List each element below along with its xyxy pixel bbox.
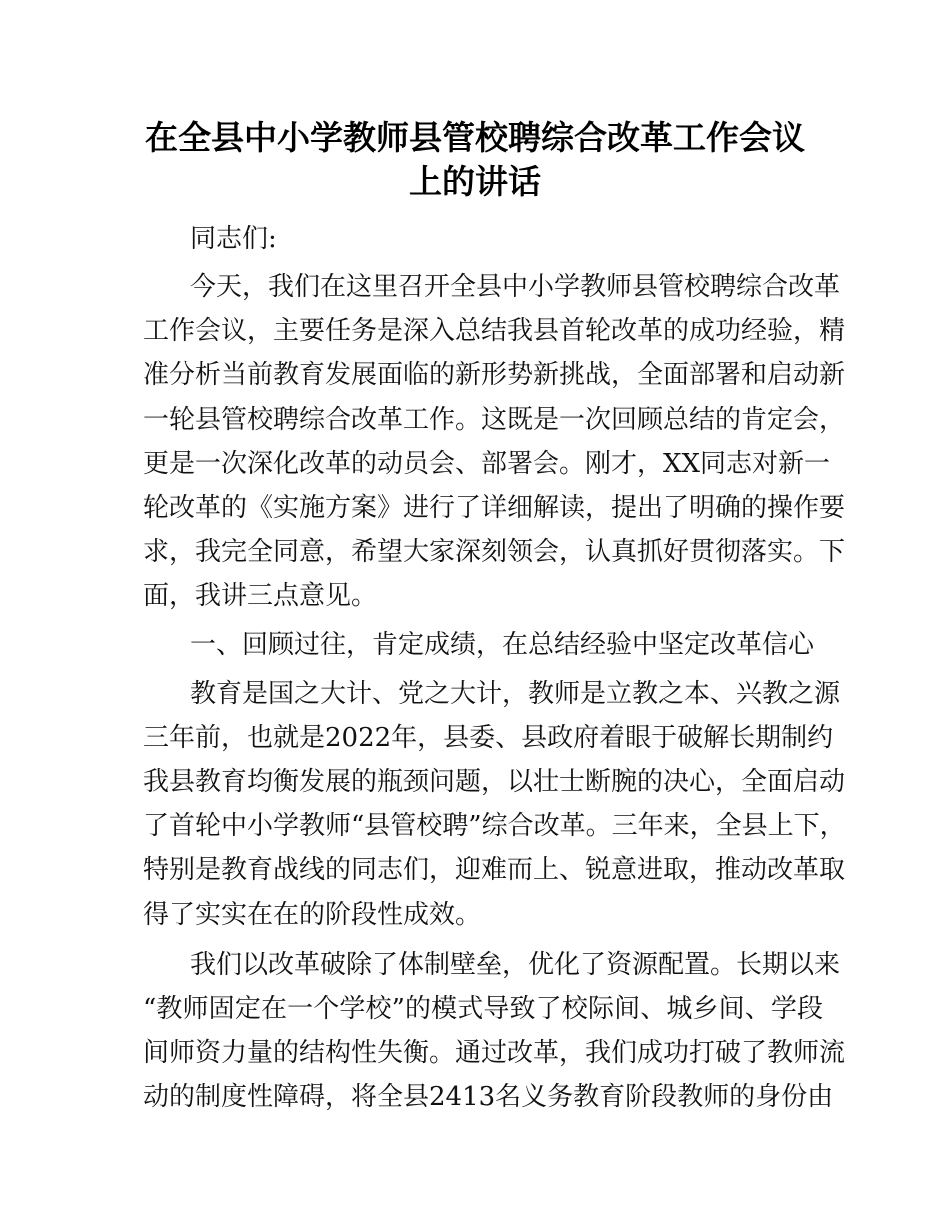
- paragraph-3-line: 了首轮中小学教师“县管校聘”综合改革。三年来，全县上下，: [143, 811, 846, 841]
- paragraph-4-line: 我们以改革破除了体制壁垒，优化了资源配置。长期以来: [190, 950, 841, 980]
- paragraph-1-line: 今天，我们在这里召开全县中小学教师县管校聘综合改革: [190, 272, 841, 302]
- paragraph-4-line: “教师固定在一个学校”的模式导致了校际间、城乡间、学段: [143, 994, 823, 1024]
- paragraph-1-line: 工作会议，主要任务是深入总结我县首轮改革的成功经验，精: [143, 316, 846, 346]
- document-title-line-2: 上的讲话: [409, 162, 541, 201]
- paragraph-1-line: 准分析当前教育发展面临的新形势新挑战，全面部署和启动新: [143, 360, 846, 390]
- paragraph-1-line: 轮改革的《实施方案》进行了详细解读，提出了明确的操作要: [143, 493, 846, 523]
- paragraph-1-line: 面，我讲三点意见。: [143, 581, 378, 611]
- document-title-line-1: 在全县中小学教师县管校聘综合改革工作会议: [145, 118, 805, 157]
- paragraph-3-line: 得了实实在在的阶段性成效。: [143, 900, 482, 930]
- paragraph-4-line: 动的制度性障碍，将全县2413名义务教育阶段教师的身份由: [143, 1082, 834, 1112]
- paragraph-1-line: 求，我完全同意，希望大家深刻领会，认真抓好贯彻落实。下: [143, 537, 846, 567]
- paragraph-3-line: 我县教育均衡发展的瓶颈问题，以壮士断腕的决心，全面启动: [143, 767, 846, 797]
- section-heading-1: 一、回顾过往，肯定成绩，在总结经验中坚定改革信心: [190, 630, 815, 660]
- paragraph-1-line: 一轮县管校聘综合改革工作。这既是一次回顾总结的肯定会，: [143, 405, 846, 435]
- paragraph-4-line: 间师资力量的结构性失衡。通过改革，我们成功打破了教师流: [143, 1038, 846, 1068]
- paragraph-3-line: 特别是教育战线的同志们，迎难而上、锐意进取，推动改革取: [143, 855, 846, 885]
- paragraph-3-line: 教育是国之大计、党之大计，教师是立教之本、兴教之源: [190, 679, 841, 709]
- paragraph-3-line: 三年前，也就是2022年，县委、县政府着眼于破解长期制约: [143, 723, 834, 753]
- paragraph-1-line: 更是一次深化改革的动员会、部署会。刚才，XX同志对新一: [143, 449, 831, 479]
- salutation: 同志们:: [190, 224, 277, 254]
